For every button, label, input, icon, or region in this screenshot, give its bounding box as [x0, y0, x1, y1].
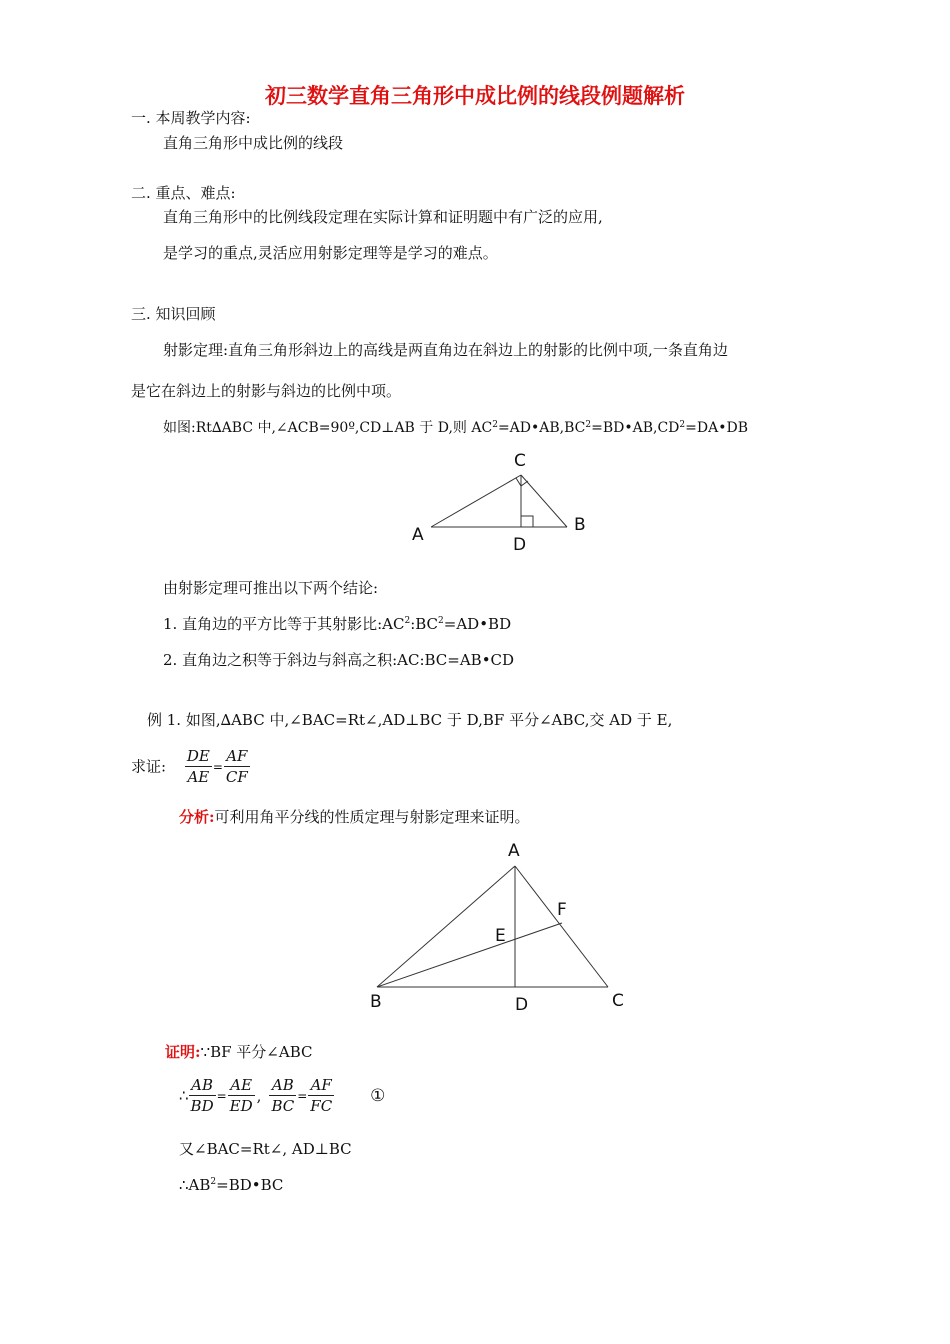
figure2-bisector-BF — [377, 923, 562, 987]
conclusion-intro: 由射影定理可推出以下两个结论: — [163, 579, 379, 597]
fraction-numerator: AF — [308, 1075, 334, 1096]
proof-line4-a: ∴AB — [179, 1176, 211, 1194]
figure1-label-C: C — [514, 451, 526, 471]
example1-statement: 例 1. 如图,∆ABC 中,∠BAC=Rt∠,AD⊥BC 于 D,BF 平分∠ABC,交 AD 于 E, — [147, 711, 673, 729]
fraction-numerator: AF — [224, 746, 250, 767]
conclusion-2: 2. 直角边之积等于斜边与斜高之积:AC:BC=AB•CD — [163, 651, 515, 669]
fraction-denominator: BD — [190, 1097, 214, 1115]
theorem-line2: 是它在斜边上的射影与斜边的比例中项。 — [131, 382, 402, 400]
figure2-label-C: C — [612, 991, 624, 1011]
superscript-2: 2 — [679, 420, 686, 430]
section1-heading: 一. 本周教学内容: — [131, 109, 251, 127]
therefore-sign: ∴ — [179, 1086, 189, 1105]
conclusion-1-b: :BC — [410, 615, 439, 633]
circled-one-mark: ① — [370, 1085, 386, 1106]
analysis-label: 分析: — [179, 808, 215, 826]
proof-line4-b: =BD•BC — [216, 1176, 284, 1194]
fraction-denominator: ED — [229, 1097, 253, 1115]
equals-sign: = — [297, 1088, 308, 1103]
superscript-2: 2 — [492, 420, 498, 430]
figure-statement-p4: =DA•DB — [685, 420, 748, 436]
fraction-AF-FC — [308, 1075, 334, 1116]
fraction-numerator: DE — [186, 747, 210, 765]
figure2-label-F: F — [557, 900, 567, 920]
proof-line1-text: ∵BF 平分∠ABC — [200, 1043, 313, 1061]
fraction-AB-BD — [189, 1075, 216, 1116]
proof-line1 — [165, 1042, 312, 1062]
proof-label: 证明: — [165, 1043, 201, 1061]
analysis-text: 可利用角平分线的性质定理与射影定理来证明。 — [214, 808, 530, 826]
section3-heading: 三. 知识回顾 — [131, 305, 216, 323]
superscript-2: 2 — [438, 616, 444, 626]
figure-statement-p2: =AD•AB,BC — [497, 420, 586, 436]
fraction-denominator: FC — [310, 1097, 333, 1115]
equals-sign: = — [212, 759, 223, 774]
fraction-denominator: BC — [271, 1097, 295, 1115]
proof-line2 — [179, 1075, 385, 1125]
section2-heading: 二. 重点、难点: — [131, 184, 236, 202]
figure1-label-B: B — [574, 515, 586, 535]
fraction-denominator: AE — [187, 768, 210, 786]
superscript-2: 2 — [210, 1177, 217, 1187]
figure2-label-B: B — [370, 992, 382, 1012]
superscript-2: 2 — [404, 616, 411, 626]
theorem-line1: 射影定理:直角三角形斜边上的高线是两直角边在斜边上的射影的比例中项,一条直角边 — [163, 341, 728, 359]
fraction-denominator: CF — [225, 768, 248, 786]
figure-statement-p1: 如图:Rt∆ABC 中,∠ACB=90º,CD⊥AB 于 D,则 AC — [163, 420, 493, 436]
page-title: 初三数学直角三角形中成比例的线段例题解析 — [265, 83, 685, 108]
proof-line3: 又∠BAC=Rt∠, AD⊥BC — [179, 1140, 352, 1158]
section1-content: 直角三角形中成比例的线段 — [163, 134, 344, 152]
figure2-side-AC — [515, 866, 608, 987]
conclusion-1-c: =AD•BD — [443, 615, 512, 633]
fraction-numerator: AB — [269, 1075, 296, 1096]
fraction-AB-BC — [269, 1075, 296, 1116]
conclusion-1-a: 1. 直角边的平方比等于其射影比:AC — [163, 615, 405, 633]
fraction-AE-ED — [228, 1075, 255, 1116]
equals-sign: = — [216, 1088, 227, 1103]
comma: , — [256, 1086, 262, 1105]
fraction-numerator: AB — [189, 1075, 216, 1096]
figure1-label-D: D — [513, 535, 527, 555]
prove-label: 求证: — [131, 757, 167, 776]
section2-line2: 是学习的重点,灵活应用射影定理等是学习的难点。 — [163, 244, 498, 262]
figure2-label-A: A — [508, 841, 520, 861]
figure1-label-A: A — [412, 525, 424, 545]
proof-line4 — [179, 1175, 283, 1195]
fraction-numerator: AE — [228, 1075, 255, 1096]
figure2-label-D: D — [515, 995, 529, 1015]
figure-statement-p3: =BD•AB,CD — [591, 420, 680, 436]
superscript-2: 2 — [585, 420, 592, 430]
figure2-label-E: E — [495, 926, 506, 946]
section2-line1: 直角三角形中的比例线段定理在实际计算和证明题中有广泛的应用, — [163, 208, 603, 226]
